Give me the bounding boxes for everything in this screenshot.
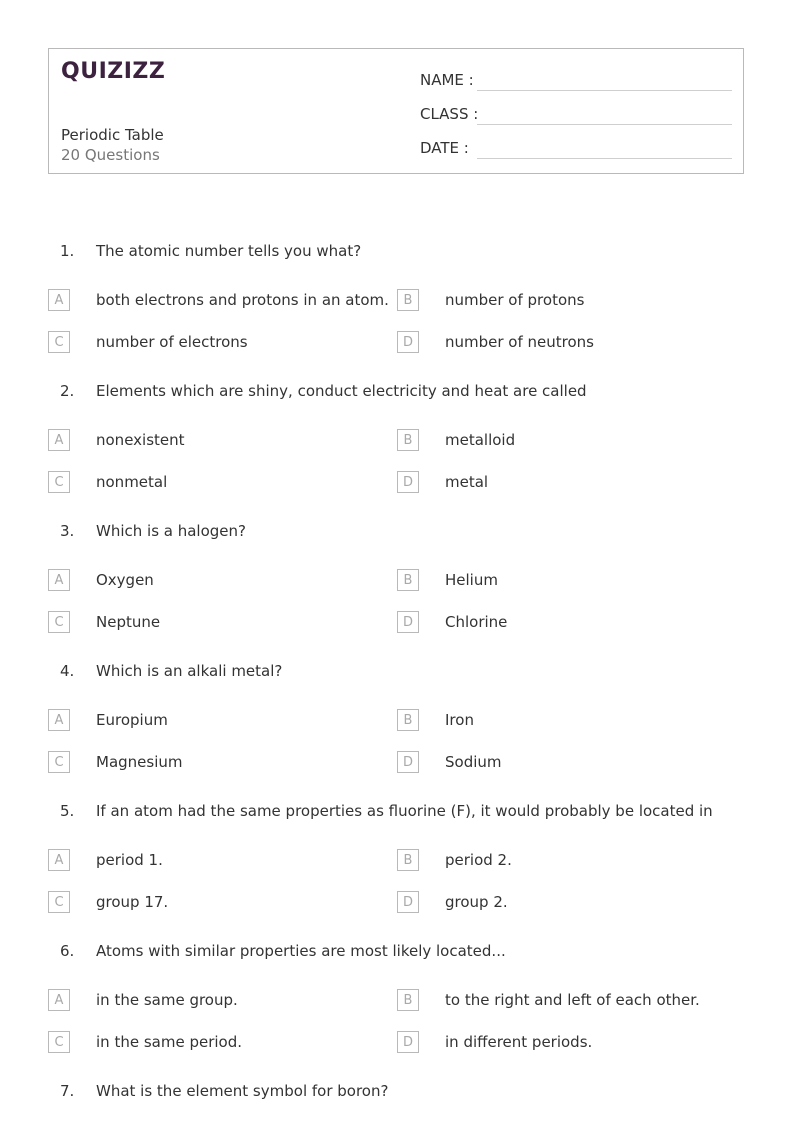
option-box-b[interactable]: B	[397, 289, 419, 311]
question-text: What is the element symbol for boron?	[96, 1082, 389, 1100]
question-number: 5.	[60, 802, 75, 820]
option-text-c: number of electrons	[96, 333, 248, 351]
worksheet-title: Periodic Table	[61, 126, 164, 144]
option-box-c[interactable]: C	[48, 891, 70, 913]
option-text-d: Chlorine	[445, 613, 508, 631]
option-text-a: Europium	[96, 711, 168, 729]
option-text-b: number of protons	[445, 291, 585, 309]
option-text-d: Sodium	[445, 753, 502, 771]
option-box-d[interactable]: D	[397, 611, 419, 633]
question-number: 7.	[60, 1082, 75, 1100]
date-line[interactable]	[477, 158, 732, 159]
date-field[interactable]	[420, 133, 732, 159]
question-number: 4.	[60, 662, 75, 680]
question-text: Which is a halogen?	[96, 522, 246, 540]
option-text-d: metal	[445, 473, 489, 491]
option-box-d[interactable]: D	[397, 1031, 419, 1053]
option-box-c[interactable]: C	[48, 611, 70, 633]
option-text-b: period 2.	[445, 851, 512, 869]
option-box-c[interactable]: C	[48, 1031, 70, 1053]
class-label: CLASS :	[420, 105, 479, 123]
class-line[interactable]	[477, 124, 732, 125]
option-box-c[interactable]: C	[48, 751, 70, 773]
option-text-a: period 1.	[96, 851, 163, 869]
option-box-b[interactable]: B	[397, 709, 419, 731]
question-count: 20 Questions	[61, 146, 160, 164]
option-box-a[interactable]: A	[48, 429, 70, 451]
option-text-c: group 17.	[96, 893, 169, 911]
question-text: Elements which are shiny, conduct electricity and heat are called	[96, 382, 587, 400]
option-text-a: nonexistent	[96, 431, 185, 449]
option-text-b: to the right and left of each other.	[445, 991, 700, 1009]
option-text-d: number of neutrons	[445, 333, 594, 351]
option-text-a: in the same group.	[96, 991, 238, 1009]
option-box-a[interactable]: A	[48, 289, 70, 311]
option-box-b[interactable]: B	[397, 569, 419, 591]
quizizz-logo: QUIZIZZ	[61, 59, 166, 84]
name-field[interactable]	[420, 65, 732, 91]
question-number: 2.	[60, 382, 75, 400]
question-number: 1.	[60, 242, 75, 260]
option-text-c: Neptune	[96, 613, 161, 631]
class-field[interactable]	[420, 99, 732, 125]
option-text-c: nonmetal	[96, 473, 168, 491]
option-box-b[interactable]: B	[397, 849, 419, 871]
question-number: 6.	[60, 942, 75, 960]
option-text-a: Oxygen	[96, 571, 154, 589]
name-label: NAME :	[420, 71, 474, 89]
option-box-c[interactable]: C	[48, 331, 70, 353]
option-text-c: in the same period.	[96, 1033, 242, 1051]
question-number: 3.	[60, 522, 75, 540]
question-text: Which is an alkali metal?	[96, 662, 283, 680]
option-text-d: in different periods.	[445, 1033, 593, 1051]
option-text-b: Iron	[445, 711, 474, 729]
option-text-c: Magnesium	[96, 753, 183, 771]
option-box-a[interactable]: A	[48, 709, 70, 731]
option-box-b[interactable]: B	[397, 989, 419, 1011]
option-box-d[interactable]: D	[397, 751, 419, 773]
option-text-b: metalloid	[445, 431, 516, 449]
option-text-a: both electrons and protons in an atom.	[96, 291, 389, 309]
option-box-d[interactable]: D	[397, 471, 419, 493]
option-box-d[interactable]: D	[397, 331, 419, 353]
name-line[interactable]	[477, 90, 732, 91]
option-box-c[interactable]: C	[48, 471, 70, 493]
option-text-b: Helium	[445, 571, 498, 589]
worksheet-header	[48, 48, 744, 174]
question-text: If an atom had the same properties as fluorine (F), it would probably be located in	[96, 802, 713, 820]
option-box-b[interactable]: B	[397, 429, 419, 451]
question-text: Atoms with similar properties are most likely located...	[96, 942, 506, 960]
option-box-a[interactable]: A	[48, 849, 70, 871]
option-text-d: group 2.	[445, 893, 508, 911]
question-text: The atomic number tells you what?	[96, 242, 362, 260]
date-label: DATE :	[420, 139, 469, 157]
option-box-a[interactable]: A	[48, 569, 70, 591]
option-box-a[interactable]: A	[48, 989, 70, 1011]
option-box-d[interactable]: D	[397, 891, 419, 913]
